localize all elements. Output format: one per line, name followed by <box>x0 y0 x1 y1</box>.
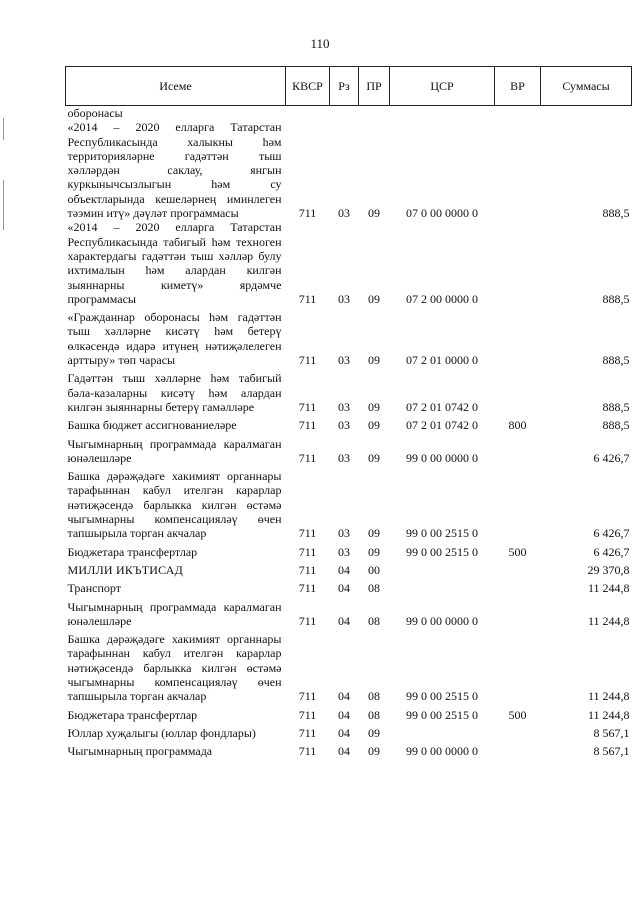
row-vr <box>495 722 541 740</box>
row-sum: 11 244,8 <box>587 581 630 596</box>
row-rz: 04 <box>338 744 350 759</box>
row-csr <box>390 722 495 740</box>
column-header-sum: Суммасы <box>541 67 632 106</box>
row-name: Башка дәрәҗәдәге хакимият органнары тарафыннан кабул ителгән карарлар нәтиҗәсендә барлыкка килгән өстәмә чыгымнарны компенсацияләү өчен тапшырыла торган акчалар <box>67 469 282 541</box>
row-name: «Гражданнар оборонасы һәм гадәттән тыш хәлләрне кисәтү һәм бетерү өлкәсендә идарә итүнең нәтиҗәлелеген арттыру» төп чарасы <box>67 310 282 368</box>
row-sum: 6 426,7 <box>593 544 630 559</box>
margin-scan-mark <box>3 180 4 230</box>
table-row <box>66 367 632 414</box>
row-vr <box>495 559 541 577</box>
row-csr: 07 2 00 0000 0 <box>406 291 478 306</box>
row-rz: 04 <box>338 613 350 628</box>
row-vr <box>495 740 541 758</box>
table-row <box>66 433 632 466</box>
row-pr: 09 <box>368 399 380 414</box>
row-csr: 99 0 00 2515 0 <box>406 689 478 704</box>
row-sum: 8 567,1 <box>593 744 630 759</box>
row-rz: 04 <box>338 689 350 704</box>
budget-table <box>65 66 632 758</box>
row-rz: 04 <box>338 707 350 722</box>
row-kvsr: 711 <box>298 613 317 628</box>
row-name: «2014 – 2020 елларга Татарстан Республикасында халыкны һәм территорияләрне гадәттән тыш хәлләрдән саклау, янгын куркынычсызлыгын һәм су объектларында кешеләрнең иминлеген тәэмин итү» дәүләт программасы <box>67 120 282 221</box>
row-pr: 08 <box>368 613 380 628</box>
row-rz: 03 <box>338 353 350 368</box>
row-sum: 6 426,7 <box>593 450 630 465</box>
row-sum <box>541 106 632 121</box>
row-rz: 04 <box>338 725 350 740</box>
row-name: Чыгымнарның программада каралмаган юнәлешләре <box>67 599 282 628</box>
row-rz: 03 <box>338 418 350 433</box>
row-csr: 99 0 00 2515 0 <box>406 526 478 541</box>
row-rz: 03 <box>338 450 350 465</box>
row-vr <box>495 120 541 220</box>
row-csr: 99 0 00 2515 0 <box>406 544 478 559</box>
row-kvsr: 711 <box>298 399 317 414</box>
row-vr: 500 <box>508 707 527 722</box>
row-pr: 09 <box>368 450 380 465</box>
column-header-vr: ВР <box>495 67 541 106</box>
row-rz: 03 <box>338 544 350 559</box>
column-header-pr: ПР <box>359 67 390 106</box>
row-vr <box>495 106 541 121</box>
row-rz: 03 <box>338 526 350 541</box>
row-name: Бюджетара трансфертлар <box>67 544 198 559</box>
row-name: Транспорт <box>67 581 121 596</box>
row-kvsr <box>286 106 330 121</box>
row-rz: 04 <box>338 581 350 596</box>
row-sum: 11 244,8 <box>587 689 630 704</box>
row-csr: 07 2 01 0742 0 <box>406 399 478 414</box>
row-csr <box>390 577 495 595</box>
row-csr: 07 2 01 0742 0 <box>406 418 478 433</box>
row-name: МИЛЛИ ИКЪТИСАД <box>67 562 183 577</box>
table-row <box>66 704 632 722</box>
row-pr: 09 <box>368 725 380 740</box>
row-vr <box>495 465 541 540</box>
margin-scan-mark <box>3 118 4 140</box>
table-row <box>66 577 632 595</box>
row-sum: 11 244,8 <box>587 707 630 722</box>
table-row <box>66 541 632 559</box>
row-sum: 29 370,8 <box>587 562 630 577</box>
row-sum: 888,5 <box>602 418 630 433</box>
column-header-name: Исеме <box>66 67 286 106</box>
row-vr <box>495 367 541 414</box>
row-sum: 888,5 <box>602 399 630 414</box>
row-rz: 03 <box>338 291 350 306</box>
row-csr <box>390 106 495 121</box>
row-csr: 99 0 00 0000 0 <box>406 613 478 628</box>
row-name: Чыгымнарның программада <box>67 744 213 759</box>
table-row <box>66 220 632 306</box>
table-row <box>66 596 632 629</box>
row-kvsr: 711 <box>298 291 317 306</box>
row-sum: 11 244,8 <box>587 613 630 628</box>
row-kvsr: 711 <box>298 689 317 704</box>
row-csr: 99 0 00 0000 0 <box>406 450 478 465</box>
row-csr: 07 0 00 0000 0 <box>406 206 478 221</box>
row-vr <box>495 628 541 703</box>
row-kvsr: 711 <box>298 544 317 559</box>
row-name: Чыгымнарның программада каралмаган юнәлешләре <box>67 436 282 465</box>
row-rz <box>330 106 359 121</box>
column-header-rz: Рз <box>330 67 359 106</box>
row-kvsr: 711 <box>298 450 317 465</box>
row-pr: 09 <box>368 744 380 759</box>
row-vr <box>495 577 541 595</box>
row-csr: 07 2 01 0000 0 <box>406 353 478 368</box>
row-pr: 09 <box>368 353 380 368</box>
row-vr: 500 <box>508 544 527 559</box>
row-name: оборонасы <box>67 106 123 120</box>
row-rz: 04 <box>338 562 350 577</box>
row-pr: 08 <box>368 581 380 596</box>
row-pr: 09 <box>368 544 380 559</box>
row-pr: 09 <box>368 291 380 306</box>
row-pr <box>359 106 390 121</box>
row-sum: 888,5 <box>602 206 630 221</box>
row-name: Юллар хуҗалыгы (юллар фондлары) <box>67 725 256 740</box>
row-kvsr: 711 <box>298 744 317 759</box>
row-kvsr: 711 <box>298 418 317 433</box>
row-pr: 00 <box>368 562 380 577</box>
table-row <box>66 306 632 367</box>
page-number: 110 <box>310 36 330 51</box>
row-vr <box>495 220 541 306</box>
row-csr: 99 0 00 0000 0 <box>406 744 478 759</box>
row-vr <box>495 596 541 629</box>
row-pr: 08 <box>368 689 380 704</box>
row-name: Башка дәрәҗәдәге хакимият органнары тарафыннан кабул ителгән карарлар нәтиҗәсендә барлыкка килгән өстәмә чыгымнарны компенсацияләү өчен тапшырыла торган акчалар <box>67 632 282 704</box>
row-kvsr: 711 <box>298 562 317 577</box>
row-pr: 09 <box>368 418 380 433</box>
row-rz: 03 <box>338 399 350 414</box>
row-name: Бюджетара трансфертлар <box>67 707 198 722</box>
column-header-kvsr: КВСР <box>286 67 330 106</box>
row-name: «2014 – 2020 елларга Татарстан Республикасында табигый һәм техноген характердагы гадәттән тыш хәлләр булу ихтималын һәм алардан килгән зыяннарны киметү» ярдәмче программасы <box>67 220 282 306</box>
table-row <box>66 740 632 758</box>
row-kvsr: 711 <box>298 707 317 722</box>
row-kvsr: 711 <box>298 206 317 221</box>
table-row <box>66 559 632 577</box>
row-vr <box>495 306 541 367</box>
row-sum: 888,5 <box>602 291 630 306</box>
row-pr: 09 <box>368 526 380 541</box>
row-name: Башка бюджет ассигнованиеләре <box>67 418 237 433</box>
row-sum: 8 567,1 <box>593 725 630 740</box>
table-row <box>66 120 632 220</box>
table-row <box>66 465 632 540</box>
row-kvsr: 711 <box>298 725 317 740</box>
table-row <box>66 722 632 740</box>
row-pr: 09 <box>368 206 380 221</box>
row-sum: 6 426,7 <box>593 526 630 541</box>
row-csr <box>390 559 495 577</box>
row-name: Гадәттән тыш хәлләрне һәм табигый бәла-казаларны кисәтү һәм алардан килгән зыяннарны бетерү гамәлләре <box>67 371 282 414</box>
row-kvsr: 711 <box>298 526 317 541</box>
column-header-csr: ЦСР <box>390 67 495 106</box>
table-row <box>66 414 632 432</box>
row-vr <box>495 433 541 466</box>
row-kvsr: 711 <box>298 581 317 596</box>
row-pr: 08 <box>368 707 380 722</box>
row-sum: 888,5 <box>602 353 630 368</box>
row-csr: 99 0 00 2515 0 <box>406 707 478 722</box>
row-vr: 800 <box>508 418 527 433</box>
table-header-row <box>66 67 632 106</box>
table-row <box>66 628 632 703</box>
row-rz: 03 <box>338 206 350 221</box>
row-kvsr: 711 <box>298 353 317 368</box>
table-row <box>66 106 632 121</box>
